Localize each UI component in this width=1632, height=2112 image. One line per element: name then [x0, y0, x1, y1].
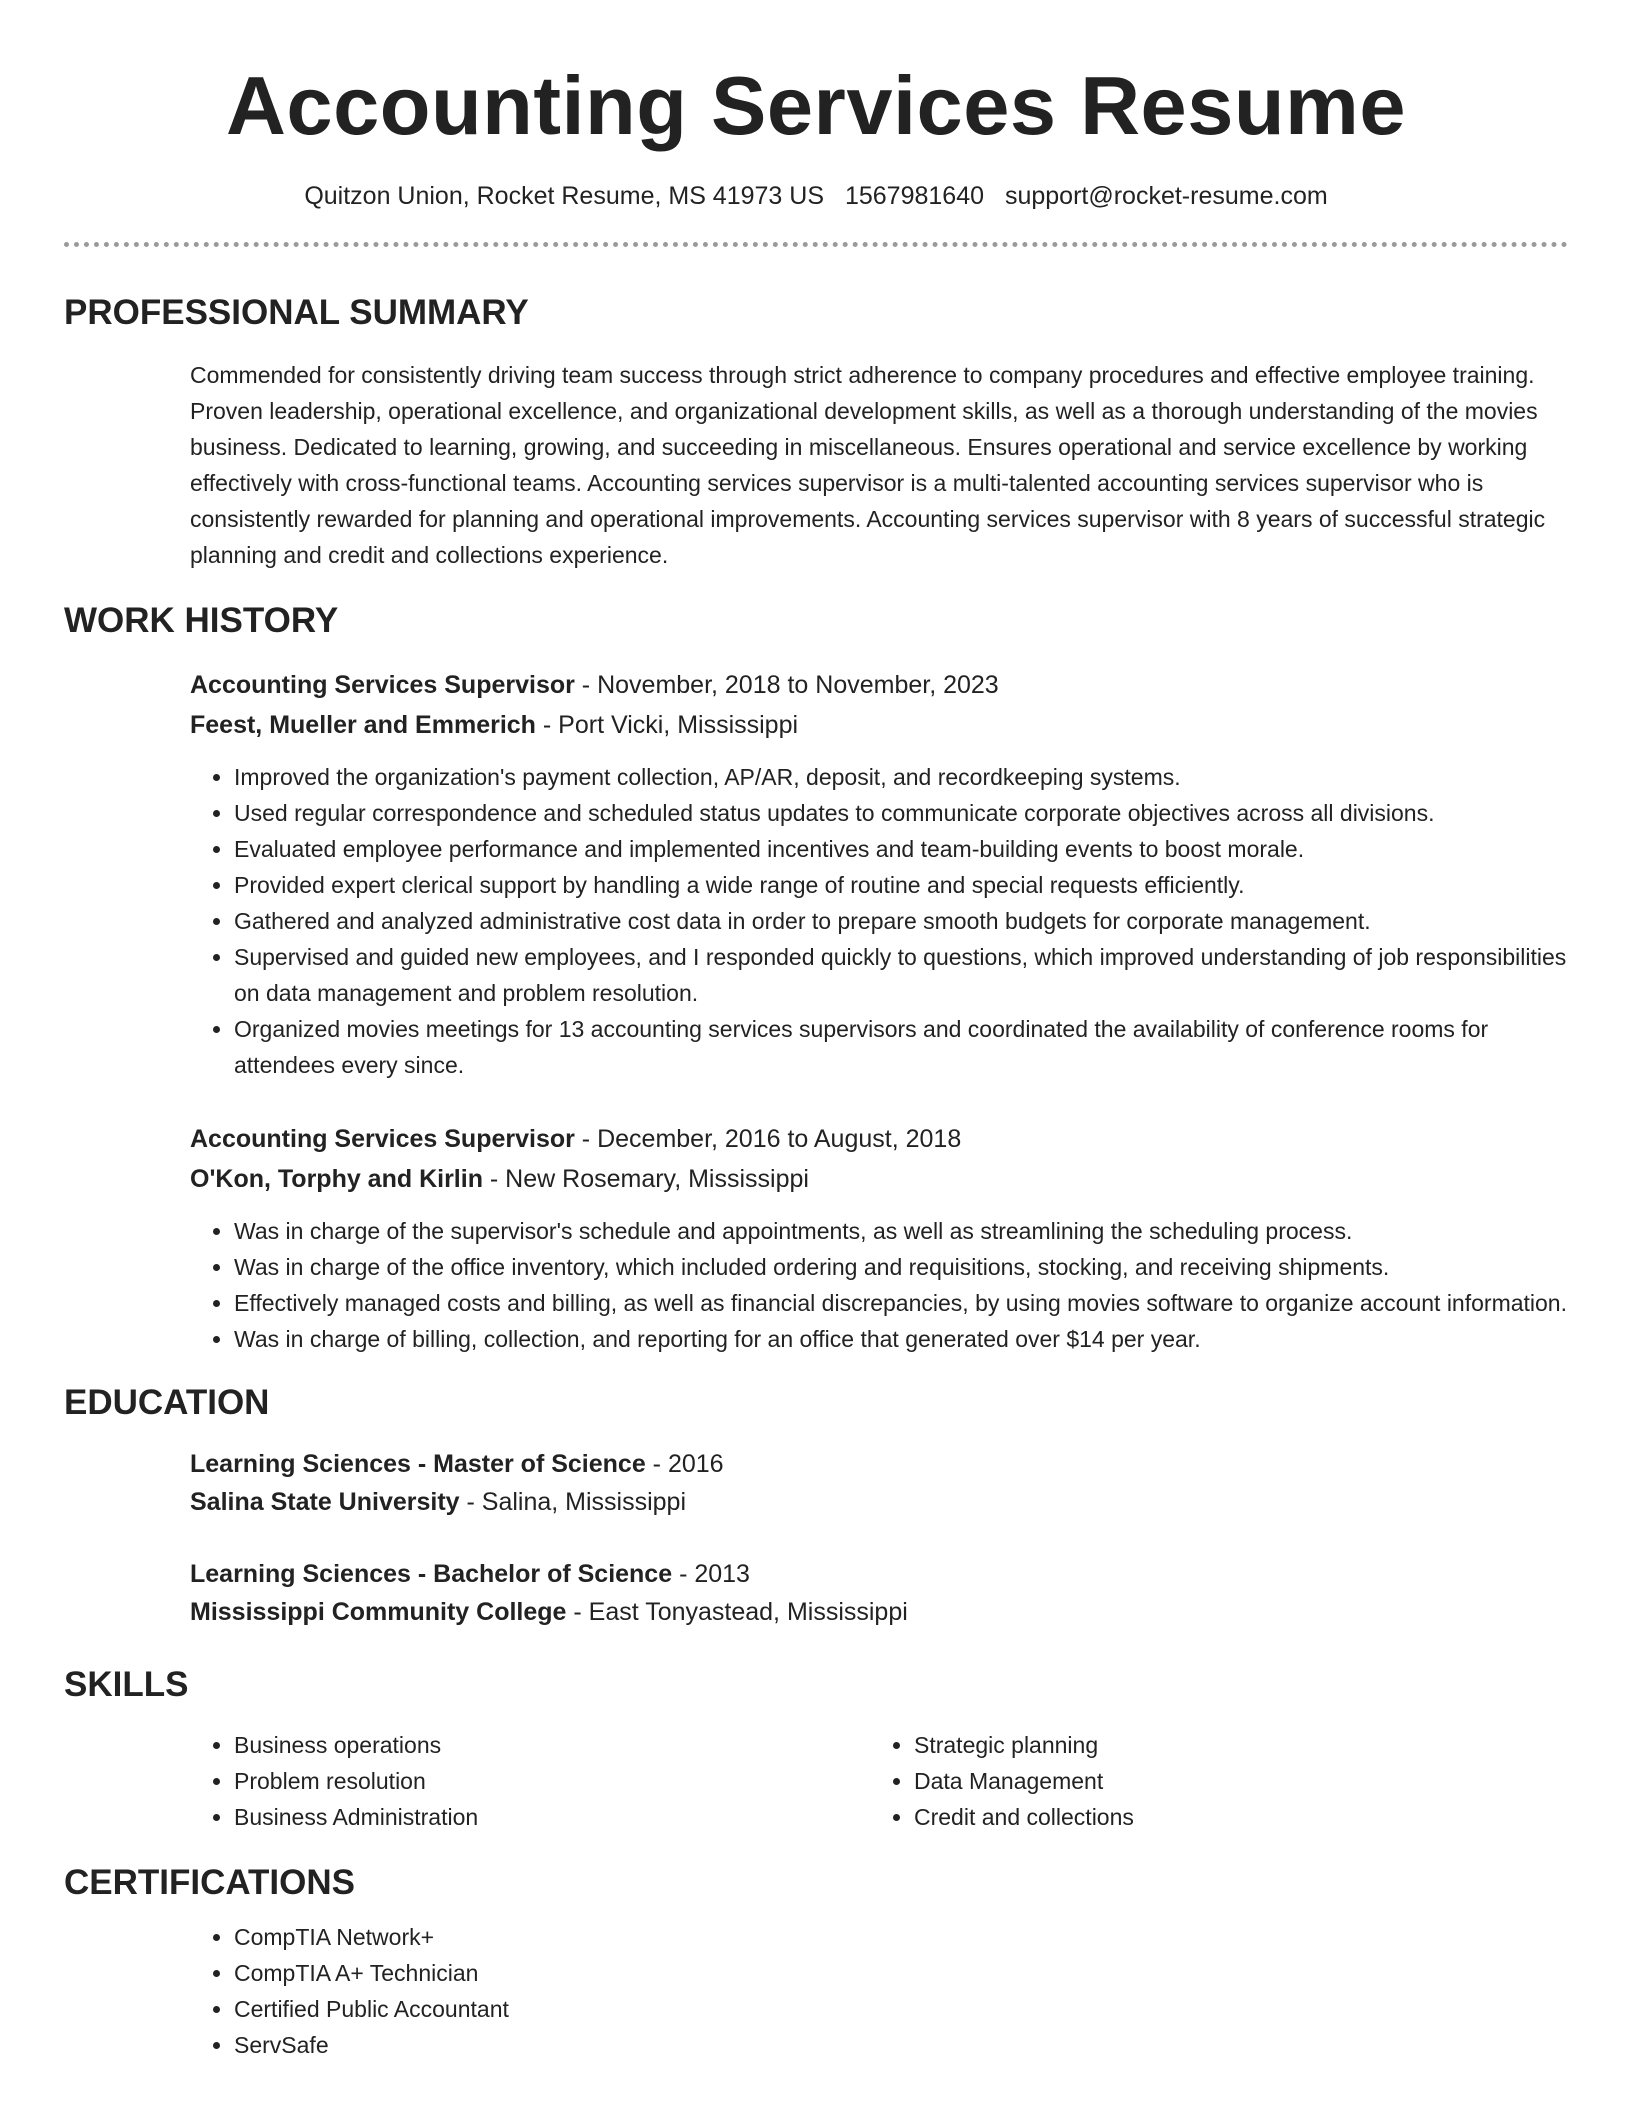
resume-title: Accounting Services Resume — [225, 59, 1407, 152]
list-item: • Certified Public Accountant — [234, 1991, 1568, 2027]
skills-grid — [190, 1727, 1568, 1835]
education-entry — [190, 1555, 1568, 1631]
education-degree-line — [190, 1555, 1568, 1593]
list-item: • Used regular correspondence and scheduled status updates to communicate corporate objectives across all divisions. — [234, 795, 1568, 831]
list-item: • CompTIA A+ Technician — [234, 1955, 1568, 1991]
skills-column-right — [870, 1727, 1550, 1835]
job-entry — [190, 665, 1568, 1083]
education-degree-line — [190, 1445, 1568, 1483]
job-entry — [190, 1119, 1568, 1357]
section-title-skills: SKILLS — [64, 1665, 189, 1704]
job-bullets — [190, 759, 1568, 1083]
contact-address: Quitzon Union, Rocket Resume, MS 41973 US — [304, 182, 825, 210]
skills-column-left — [190, 1727, 870, 1835]
section-title-summary: PROFESSIONAL SUMMARY — [64, 293, 529, 332]
contact-phone: 1567981640 — [844, 182, 985, 210]
education-school-line — [190, 1593, 1568, 1631]
education-degree: Learning Sciences - Master of Science — [190, 1450, 646, 1478]
job-company: Feest, Mueller and Emmerich — [190, 711, 536, 739]
list-item: • Strategic planning — [914, 1727, 1550, 1763]
job-location: - Port Vicki, Mississippi — [535, 711, 799, 739]
job-company-line — [190, 1159, 1568, 1199]
list-item: • Gathered and analyzed administrative cost data in order to prepare smooth budgets for corporate management. — [234, 903, 1568, 939]
summary-text: Commended for consistently driving team success through strict adherence to company procedures and effective employee training. Proven leadership, operational excellence, and organizational development skills, as well as a thorough understanding of the movies business. Dedicated to learning, growing, and succeeding in miscellaneous. Ensures operational and service excellence by working effectively with cross-functional teams. Accounting services supervisor is a multi-talented accounting services supervisor who is consistently rewarded for planning and operational improvements. Accounting services supervisor with 8 years of successful strategic planning and credit and collections experience. — [190, 362, 1546, 568]
job-position: Accounting Services Supervisor — [190, 671, 575, 699]
job-position-line — [190, 665, 1568, 705]
list-item: • ServSafe — [234, 2027, 1568, 2063]
certifications-list — [190, 1919, 1568, 2063]
education-location: - Salina, Mississippi — [459, 1488, 687, 1516]
contact-line — [64, 180, 1568, 212]
job-dates: - November, 2018 to November, 2023 — [574, 671, 999, 699]
education-school: Salina State University — [190, 1488, 460, 1516]
education-entry — [190, 1445, 1568, 1521]
job-dates: - December, 2016 to August, 2018 — [574, 1125, 962, 1153]
job-bullets — [190, 1213, 1568, 1357]
job-company: O'Kon, Torphy and Kirlin — [190, 1165, 483, 1193]
list-item: • CompTIA Network+ — [234, 1919, 1568, 1955]
list-item: • Problem resolution — [234, 1763, 870, 1799]
education-year: - 2013 — [672, 1560, 750, 1588]
education-school: Mississippi Community College — [190, 1598, 567, 1626]
list-item: • Effectively managed costs and billing, as well as financial discrepancies, by using movies software to organize account information. — [234, 1285, 1568, 1321]
list-item: • Business Administration — [234, 1799, 870, 1835]
education-degree: Learning Sciences - Bachelor of Science — [190, 1560, 673, 1588]
section-title-work-history: WORK HISTORY — [64, 601, 339, 640]
list-item: • Supervised and guided new employees, and I responded quickly to questions, which improved understanding of job responsibilities on data management and problem resolution. — [234, 939, 1568, 1011]
list-item: • Improved the organization's payment collection, AP/AR, deposit, and recordkeeping systems. — [234, 759, 1568, 795]
section-title-certifications: CERTIFICATIONS — [64, 1863, 356, 1902]
resume-page — [64, 0, 1568, 2063]
list-item: • Provided expert clerical support by handling a wide range of routine and special requests efficiently. — [234, 867, 1568, 903]
list-item: • Was in charge of the supervisor's schedule and appointments, as well as streamlining the scheduling process. — [234, 1213, 1568, 1249]
education-location: - East Tonyastead, Mississippi — [566, 1598, 908, 1626]
list-item: • Was in charge of billing, collection, and reporting for an office that generated over $14 per year. — [234, 1321, 1568, 1357]
education-year: - 2016 — [645, 1450, 724, 1478]
contact-email: support@rocket-resume.com — [1004, 182, 1328, 210]
education-school-line — [190, 1483, 1568, 1521]
list-item: • Evaluated employee performance and implemented incentives and team-building events to boost morale. — [234, 831, 1568, 867]
list-item: • Data Management — [914, 1763, 1550, 1799]
section-title-education: EDUCATION — [64, 1383, 270, 1422]
job-position-line — [190, 1119, 1568, 1159]
job-company-line — [190, 705, 1568, 745]
list-item: • Business operations — [234, 1727, 870, 1763]
list-item: • Organized movies meetings for 13 accounting services supervisors and coordinated the availability of conference rooms for attendees every since. — [234, 1011, 1568, 1083]
list-item: • Was in charge of the office inventory, which included ordering and requisitions, stocking, and receiving shipments. — [234, 1249, 1568, 1285]
job-location: - New Rosemary, Mississippi — [482, 1165, 809, 1193]
header-divider — [64, 242, 1568, 247]
job-position: Accounting Services Supervisor — [190, 1125, 575, 1153]
list-item: • Credit and collections — [914, 1799, 1550, 1835]
